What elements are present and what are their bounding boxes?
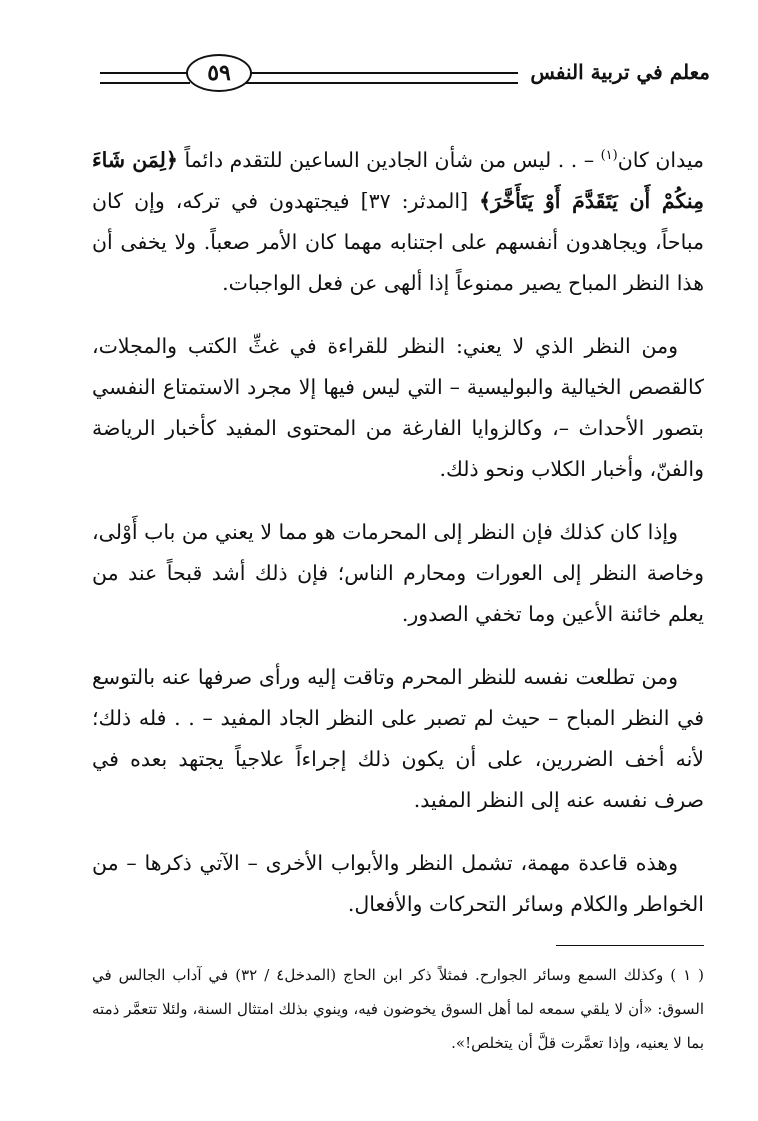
footnote <box>92 958 704 1060</box>
footnote-separator <box>556 945 704 946</box>
footnote-text: ( ١ ) وكذلك السمع وسائر الجوارح. فمثلاً ذكر ابن الحاج (المدخل٤ / ٣٢) في آداب الجالس في السوق: «أن لا يلقي سمعه لما أهل السوق يخوضون فيه، وينوي بذلك امتثال السنة، ولئلا تتعمَّر ذمته بما لا يعنيه، وإذا تعمَّرت قلَّ أن يتخلص!». <box>92 966 705 1052</box>
paragraph-2: ومن النظر الذي لا يعني: النظر للقراءة في غثِّ الكتب والمجلات، كالقصص الخيالية والبوليسية – التي ليس فيها إلا مجرد الاستمتاع النفسي بتصور الأحداث –، وكالزوايا الفارغة من المحتوى المفيد كأخبار الرياضة والفنّ، وأخبار الكلاب ونحو ذلك. <box>92 334 704 481</box>
paragraph-4: ومن تطلعت نفسه للنظر المحرم وتاقت إليه ورأى صرفها عنه بالتوسع في النظر المباح – حيث لم تصبر على النظر الجاد المفيد – . . فله ذلك؛ لأنه أخف الضررين، على أن يكون ذلك إجراءاً علاجياً يجتهد بعده في صرف نفسه عنه إلى النظر المفيد. <box>92 665 704 812</box>
quran-verse: ﴿لِمَن شَاءَ مِنكُمْ أَن يَتَقَدَّمَ أَوْ يَتَأَخَّرَ﴾ <box>92 148 704 213</box>
book-title: معلم في تربية النفس <box>518 60 710 84</box>
main-text <box>92 140 704 947</box>
header-rule-left-bottom <box>100 82 190 84</box>
footnote-reference: (١) <box>600 148 618 164</box>
header-rule-left-top <box>100 72 190 74</box>
paragraph-1: ميدان كان$^{(١)}$ – . . ليس من شأن الجادين الساعين للتقدم دائماً ﴿لِمَن شَاءَ مِنكُمْ أَن يَتَقَدَّمَ أَوْ يَتَأَخَّرَ﴾ [المدثر: ٣٧] فيجتهدون في تركه، وإن كان مباحاً، ويجاهدون أنفسهم على اجتنابه مهما كان الأمر صعباً. ولا يخفى أن هذا النظر المباح يصير ممنوعاً إذا ألهى عن فعل الواجبات. <box>92 148 704 295</box>
page-number: ٥٩ <box>186 54 252 92</box>
page-header <box>100 52 710 102</box>
paragraph-3: وإذا كان كذلك فإن النظر إلى المحرمات هو مما لا يعني من باب أَوْلى، وخاصة النظر إلى العورات ومحارم الناس؛ فإن ذلك أشد قبحاً عند من يعلم خائنة الأعين وما تخفي الصدور. <box>92 520 704 626</box>
paragraph-5: وهذه قاعدة مهمة، تشمل النظر والأبواب الأخرى – الآتي ذكرها – من الخواطر والكلام وسائر التحركات والأفعال. <box>92 851 704 916</box>
